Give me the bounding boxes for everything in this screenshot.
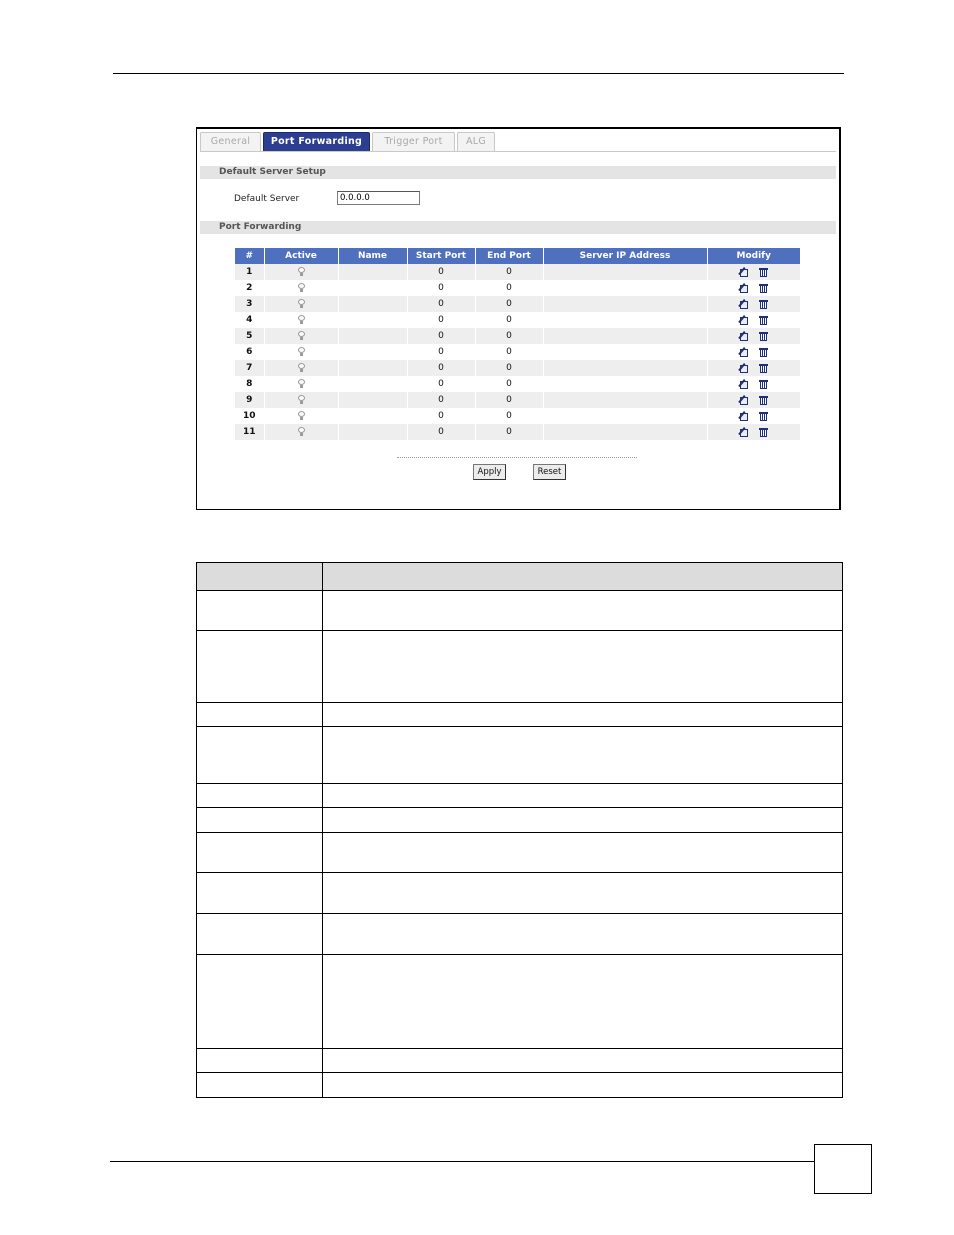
lightbulb-icon[interactable] [298,331,305,340]
page-number-box [814,1144,872,1194]
default-server-input[interactable]: 0.0.0.0 [337,191,420,205]
table-cell [323,631,843,703]
modify-cell [707,408,800,424]
modify-cell [707,296,800,312]
table-row [197,631,843,703]
reset-button[interactable]: Reset [533,464,566,480]
end-port-cell: 0 [475,344,543,360]
table-cell [197,727,323,784]
table-cell [197,914,323,955]
lightbulb-icon[interactable] [298,299,305,308]
end-port-cell: 0 [475,296,543,312]
server-ip-cell [543,392,707,408]
table-row [235,280,800,296]
delete-icon[interactable] [759,411,768,421]
name-cell [338,280,407,296]
table-row [235,264,800,280]
row-number: 6 [235,344,264,360]
active-cell [264,376,338,392]
edit-icon[interactable] [740,267,750,277]
start-port-cell: 0 [407,424,475,440]
header-rule [113,73,844,74]
modify-cell [707,344,800,360]
server-ip-cell [543,296,707,312]
delete-icon[interactable] [759,363,768,373]
col-number: # [235,248,264,264]
start-port-cell: 0 [407,344,475,360]
button-separator [397,457,637,459]
edit-icon[interactable] [740,283,750,293]
delete-icon[interactable] [759,267,768,277]
server-ip-cell [543,376,707,392]
tab-trigger-port[interactable]: Trigger Port [372,132,455,151]
end-port-cell: 0 [475,424,543,440]
edit-icon[interactable] [740,427,750,437]
table-row [197,955,843,1049]
table-cell [323,808,843,833]
server-ip-cell [543,360,707,376]
row-number: 2 [235,280,264,296]
footer-rule [110,1161,814,1162]
modify-cell [707,424,800,440]
table-cell [323,1049,843,1073]
active-cell [264,408,338,424]
table-row [235,360,800,376]
table-row [197,591,843,631]
table-cell [197,808,323,833]
edit-icon[interactable] [740,379,750,389]
row-number: 8 [235,376,264,392]
name-cell [338,296,407,312]
table-row [197,784,843,808]
start-port-cell: 0 [407,360,475,376]
table-cell [323,833,843,873]
active-cell [264,392,338,408]
delete-icon[interactable] [759,379,768,389]
start-port-cell: 0 [407,264,475,280]
table-cell [323,703,843,727]
edit-icon[interactable] [740,411,750,421]
table-row [197,833,843,873]
table-cell [197,784,323,808]
table-row [235,296,800,312]
edit-icon[interactable] [740,395,750,405]
row-number: 3 [235,296,264,312]
col-server-ip: Server IP Address [543,248,707,264]
name-cell [338,344,407,360]
server-ip-cell [543,424,707,440]
end-port-cell: 0 [475,376,543,392]
active-cell [264,264,338,280]
lightbulb-icon[interactable] [298,427,305,436]
table-row [197,563,843,591]
field-description-table [196,562,843,1098]
server-ip-cell [543,344,707,360]
table-cell [197,631,323,703]
table-row [235,344,800,360]
lightbulb-icon[interactable] [298,283,305,292]
active-cell [264,328,338,344]
table-cell [197,1049,323,1073]
port-forwarding-screenshot [196,127,841,510]
col-modify: Modify [707,248,800,264]
table-row [197,914,843,955]
table-row [235,376,800,392]
row-number: 4 [235,312,264,328]
modify-cell [707,312,800,328]
modify-cell [707,360,800,376]
modify-cell [707,328,800,344]
table-cell [323,873,843,914]
table-cell [197,591,323,631]
row-number: 7 [235,360,264,376]
table-cell [197,703,323,727]
table-cell [197,1073,323,1098]
delete-icon[interactable] [759,395,768,405]
table-cell [323,784,843,808]
modify-cell [707,392,800,408]
delete-icon[interactable] [759,347,768,357]
table-cell [197,833,323,873]
delete-icon[interactable] [759,315,768,325]
lightbulb-icon[interactable] [298,411,305,420]
server-ip-cell [543,312,707,328]
row-number: 10 [235,408,264,424]
table-header-row [235,248,800,264]
col-start-port: Start Port [407,248,475,264]
table-row [235,312,800,328]
active-cell [264,280,338,296]
end-port-cell: 0 [475,408,543,424]
lightbulb-icon[interactable] [298,395,305,404]
table-row [197,703,843,727]
name-cell [338,312,407,328]
table-row [197,1073,843,1098]
edit-icon[interactable] [740,331,750,341]
table-row [197,873,843,914]
col-active: Active [264,248,338,264]
name-cell [338,392,407,408]
name-cell [338,360,407,376]
server-ip-cell [543,280,707,296]
tab-bar [200,132,836,152]
table-cell [323,591,843,631]
port-forwarding-table [235,248,800,440]
edit-icon[interactable] [740,347,750,357]
name-cell [338,424,407,440]
active-cell [264,360,338,376]
default-server-label: Default Server [234,194,300,204]
row-number: 9 [235,392,264,408]
delete-icon[interactable] [759,427,768,437]
label-header-cell [197,563,323,591]
end-port-cell: 0 [475,264,543,280]
row-number: 5 [235,328,264,344]
name-cell [338,408,407,424]
name-cell [338,328,407,344]
lightbulb-icon[interactable] [298,315,305,324]
active-cell [264,296,338,312]
tab-general[interactable]: General [200,132,261,151]
lightbulb-icon[interactable] [298,347,305,356]
tab-underline [200,151,836,152]
end-port-cell: 0 [475,280,543,296]
end-port-cell: 0 [475,360,543,376]
col-end-port: End Port [475,248,543,264]
modify-cell [707,264,800,280]
start-port-cell: 0 [407,328,475,344]
apply-button[interactable]: Apply [473,464,506,480]
default-server-setup-header: Default Server Setup [200,166,836,179]
table-cell [197,955,323,1049]
lightbulb-icon[interactable] [298,267,305,276]
active-cell [264,312,338,328]
table-row [197,1049,843,1073]
end-port-cell: 0 [475,392,543,408]
delete-icon[interactable] [759,283,768,293]
table-row [235,424,800,440]
row-number: 1 [235,264,264,280]
modify-cell [707,280,800,296]
table-row [197,808,843,833]
name-cell [338,264,407,280]
lightbulb-icon[interactable] [298,363,305,372]
edit-icon[interactable] [740,315,750,325]
description-header-cell [323,563,843,591]
tab-alg[interactable]: ALG [457,132,495,151]
port-forwarding-header: Port Forwarding [200,221,836,234]
start-port-cell: 0 [407,392,475,408]
delete-icon[interactable] [759,331,768,341]
modify-cell [707,376,800,392]
table-row [235,408,800,424]
table-row [197,727,843,784]
delete-icon[interactable] [759,299,768,309]
end-port-cell: 0 [475,328,543,344]
table-cell [323,727,843,784]
server-ip-cell [543,328,707,344]
table-cell [323,955,843,1049]
lightbulb-icon[interactable] [298,379,305,388]
table-cell [323,1073,843,1098]
edit-icon[interactable] [740,363,750,373]
server-ip-cell [543,408,707,424]
table-row [235,328,800,344]
table-cell [323,914,843,955]
start-port-cell: 0 [407,280,475,296]
active-cell [264,424,338,440]
table-cell [197,873,323,914]
start-port-cell: 0 [407,296,475,312]
start-port-cell: 0 [407,376,475,392]
name-cell [338,376,407,392]
edit-icon[interactable] [740,299,750,309]
end-port-cell: 0 [475,312,543,328]
tab-port-forwarding[interactable]: Port Forwarding [263,132,370,151]
start-port-cell: 0 [407,312,475,328]
server-ip-cell [543,264,707,280]
row-number: 11 [235,424,264,440]
start-port-cell: 0 [407,408,475,424]
col-name: Name [338,248,407,264]
table-row [235,392,800,408]
active-cell [264,344,338,360]
